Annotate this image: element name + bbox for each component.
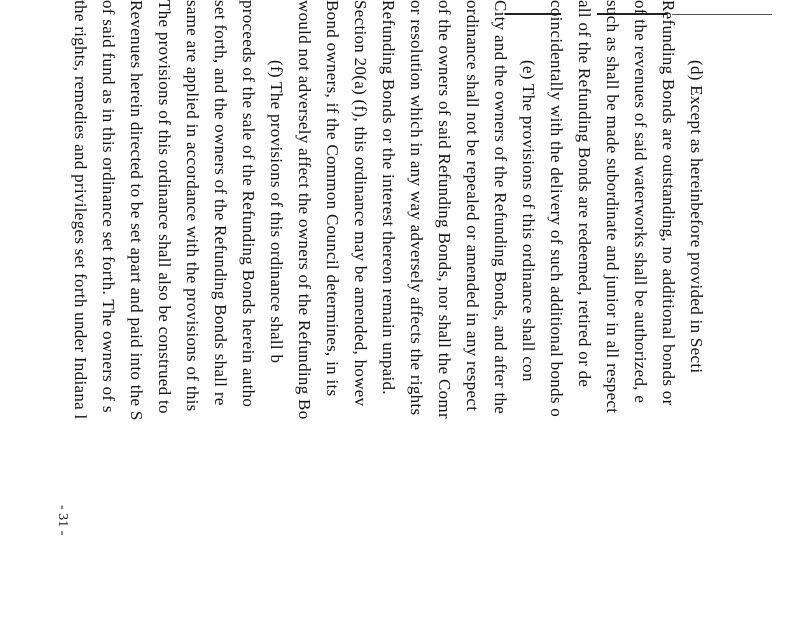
text-line: Bond owners, if the Common Council determines, in its (323, 0, 342, 397)
text-line: same are applied in accordance with the provisions of this (183, 0, 202, 412)
text-line: proceeds of the sale of the Refunding Bonds herein autho (239, 0, 258, 408)
text-line: Refunding Bonds or the interest thereon remain unpaid. (379, 0, 398, 395)
text-line: coincidentally with the delivery of such additional bonds o (547, 0, 566, 418)
text-line: of the owners of said Refunding Bonds, nor shall the Comr (435, 0, 454, 419)
text-line: Revenues herein directed to be set apart and paid into the S (127, 0, 146, 421)
text-line: all of the Refunding Bonds are redeemed, retired or de (575, 0, 594, 388)
text-line: the rights, remedies and privileges set forth under Indiana l (71, 0, 90, 420)
text-line: ordinance shall not be repealed or amended in any respect (463, 0, 482, 412)
text-line: such as shall be made subordinate and junior in all respect (603, 0, 622, 414)
page-number: - 31 - (55, 505, 70, 536)
text-line: Refunding Bonds are outstanding, no additional bonds or (659, 0, 678, 406)
text-line: of said fund as in this ordinance set forth. The owners of s (99, 0, 118, 413)
text-line: would not adversely affect the owners of the Refunding Bo (295, 0, 314, 420)
rotated-text-body (71, 0, 710, 618)
text-line: (e) The provisions of this ordinance shall con (519, 60, 538, 382)
text-line: (f) The provisions of this ordinance shall b (267, 60, 286, 364)
text-line: The provisions of this ordinance shall also be construed to (155, 0, 174, 414)
text-line: of the revenues of said waterworks shall be authorized, e (631, 0, 650, 404)
text-line: City and the owners of the Refunding Bonds, and after the (491, 0, 510, 415)
text-line: or resolution which in any way adversely affects the rights (407, 0, 426, 416)
text-line: Section 20(a) (f), this ordinance may be amended, howev (351, 0, 370, 407)
text-line: (d) Except as hereinbefore provided in Secti (687, 60, 706, 374)
text-line: set forth, and the owners of the Refunding Bonds shall re (211, 0, 230, 406)
